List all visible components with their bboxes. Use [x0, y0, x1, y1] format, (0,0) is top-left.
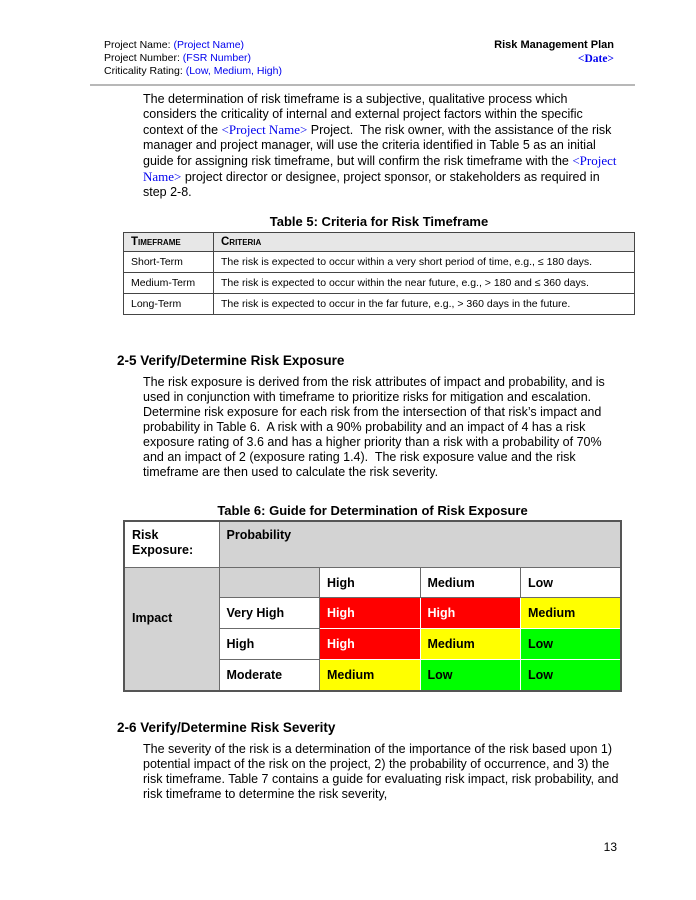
table5-header-row	[124, 232, 635, 251]
table6-title: Table 6: Guide for Determination of Risk Exposure	[217, 502, 528, 518]
project-name-value: (Project Name)	[173, 39, 245, 51]
table5-criteria-long: The risk is expected to occur in the far future, e.g., > 360 days in the future.	[214, 293, 635, 314]
exposure-cell: Low	[521, 660, 622, 691]
table5-criteria-short: The risk is expected to occur within a very short period of time, e.g., ≤ 180 days.	[214, 251, 635, 272]
project-name-placeholder: <Project Name>	[143, 152, 620, 184]
header-divider	[90, 84, 635, 86]
exposure-cell: Low	[420, 660, 521, 691]
table5-term-long: Long-Term	[124, 293, 214, 314]
table5-header-criteria: Criteria	[214, 232, 635, 251]
exposure-cell: High	[420, 598, 521, 629]
exposure-cell: Low	[521, 629, 622, 660]
exposure-cell: Medium	[420, 629, 521, 660]
header-project-info	[104, 39, 282, 79]
project-name-placeholder: <Project Name>	[221, 121, 308, 137]
criticality-value: (Low, Medium, High)	[185, 65, 282, 78]
page-header	[0, 0, 696, 79]
page-number: 13	[603, 840, 617, 854]
table5-header-timeframe: Timeframe	[124, 232, 214, 251]
header-title-block	[494, 39, 614, 66]
table6-impact-high: High	[219, 629, 320, 660]
table6-top-row	[124, 521, 621, 568]
table-row	[124, 251, 635, 272]
table-row	[124, 293, 635, 314]
intro-text-3: project director or designee, project sponsor, or stakeholders as required in step 2-8.	[143, 169, 604, 199]
table6-probability-levels-row	[124, 568, 621, 598]
document-title: Risk Management Plan	[494, 39, 614, 51]
section-2-6-paragraph: The severity of the risk is a determination of the importance of the risk based upon 1) potential impact of the risk on the project, 2) the probability of occurrence, and 3) the risk timeframe. Table 7 contains a guide for evaluating risk impact, risk probability, and risk timeframe to determine the risk severity,	[143, 741, 622, 801]
intro-text-2: Project. The risk owner, with the assistance of the risk manager and project manager, will use the criteria identified in Table 5 as an initial guide for assigning risk timeframe, but will confirm the risk timeframe with the	[143, 122, 615, 168]
table5-term-medium: Medium-Term	[124, 272, 214, 293]
table5-criteria-medium: The risk is expected to occur within the near future, e.g., > 180 and ≤ 360 days.	[214, 272, 635, 293]
section-2-5-heading: 2-5 Verify/Determine Risk Exposure	[117, 352, 345, 368]
table6-probability-medium: Medium	[420, 568, 521, 598]
table5-criteria-risk-timeframe	[123, 232, 635, 315]
project-number-label: Project Number:	[104, 52, 180, 65]
table6-corner-risk-exposure: Risk Exposure:	[124, 521, 219, 568]
document-date: <Date>	[577, 53, 614, 66]
exposure-cell: High	[320, 629, 421, 660]
intro-paragraph	[143, 92, 621, 200]
table6-impact-very-high: Very High	[219, 598, 320, 629]
exposure-cell: Medium	[521, 598, 622, 629]
table-row	[124, 272, 635, 293]
header-project-name-line	[104, 39, 282, 52]
table6-probability-low: Low	[521, 568, 622, 598]
table6-impact-moderate: Moderate	[219, 660, 320, 691]
table5-title: Table 5: Criteria for Risk Timeframe	[269, 213, 489, 229]
table6-blank-cell	[219, 568, 320, 598]
intro-text-1: The determination of risk timeframe is a subjective, qualitative process which considers the criticality of internal and external project factors within the specific context of the	[143, 91, 587, 137]
table6-probability-high: High	[320, 568, 421, 598]
criticality-label: Criticality Rating:	[104, 65, 183, 78]
section-2-5-paragraph: The risk exposure is derived from the risk attributes of impact and probability, and is used in conjunction with timeframe to prioritize risks for mitigation and escalation. Determine risk exposure for each risk from the intersection of that risk’s impact and probability in Table 6. A risk with a 90% probability and an impact of 4 has a risk exposure rating of 3.6 and has a higher priority than a risk with a probability of 70% and an impact of 2 (exposure rating 1.4). The risk exposure value and the risk timeframe are then used to calculate the risk severity.	[143, 374, 609, 479]
header-criticality-line	[104, 65, 282, 78]
table6-risk-exposure-matrix	[123, 520, 622, 692]
table6-impact-header: Impact	[124, 568, 219, 691]
exposure-cell: High	[320, 598, 421, 629]
exposure-cell: Medium	[320, 660, 421, 691]
header-project-number-line	[104, 52, 282, 65]
table6-probability-header: Probability	[219, 521, 621, 568]
project-number-value: (FSR Number)	[182, 52, 252, 65]
table5-term-short: Short-Term	[124, 251, 214, 272]
section-2-6-heading: 2-6 Verify/Determine Risk Severity	[117, 719, 336, 735]
project-name-label: Project Name:	[104, 39, 171, 51]
